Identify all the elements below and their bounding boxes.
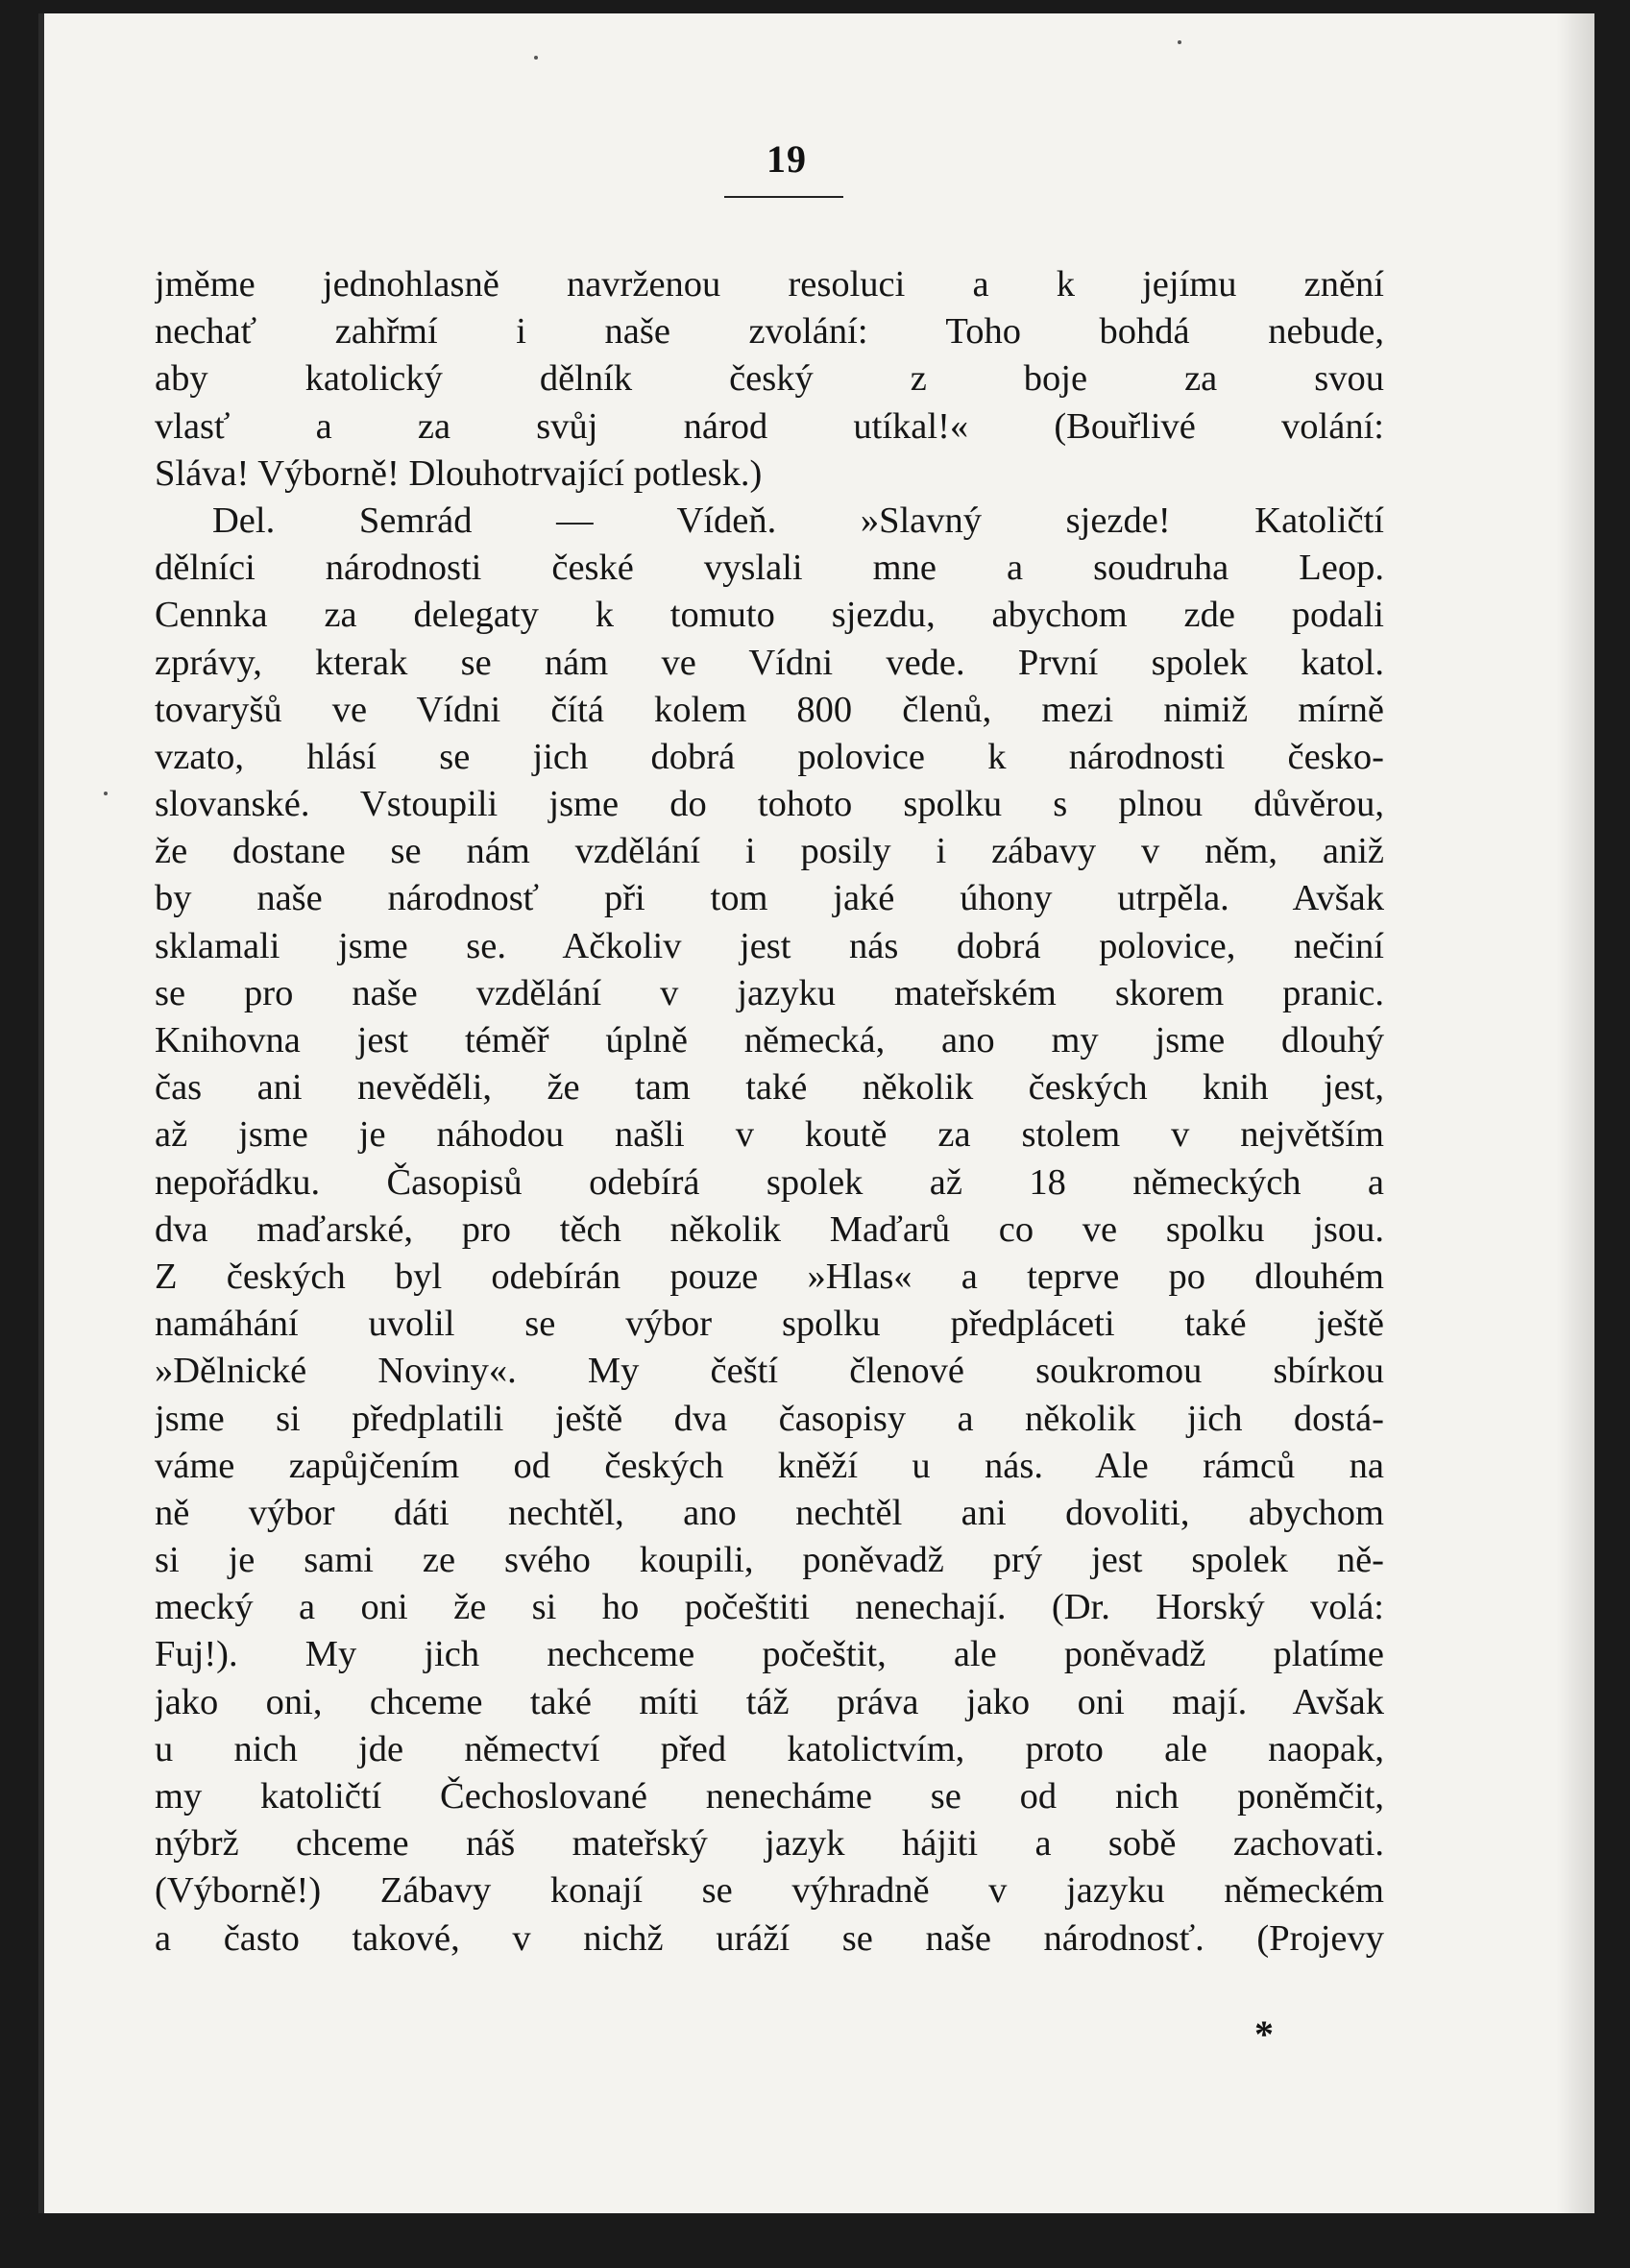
text-line: aby katolický dělník český z boje za svou xyxy=(155,358,1384,400)
text-line: vzato, hlásí se jich dobrá polovice k národnosti česko- xyxy=(155,736,1384,777)
text-line: tovaryšů ve Vídni čítá kolem 800 členů, mezi nimiž mírně xyxy=(155,689,1384,730)
text-line: dělníci národnosti české vyslali mne a soudruha Leop. xyxy=(155,548,1384,589)
text-line: »Dělnické Noviny«. My čeští členové soukromou sbírkou xyxy=(155,1351,1384,1392)
text-line: (Výborně!) Zábavy konají se výhradně v jazyku německém xyxy=(155,1870,1384,1912)
text-line: čas ani nevěděli, že tam také několik českých knih jest, xyxy=(155,1067,1384,1109)
footer-asterisk: * xyxy=(1254,2012,1274,2056)
text-line: nepořádku. Časopisů odebírá spolek až 18 německých a xyxy=(155,1161,1384,1203)
text-line: sklamali jsme se. Ačkoliv jest nás dobrá polovice, nečiní xyxy=(155,925,1384,966)
text-line: že dostane se nám vzdělání i posily i zábavy v něm, aniž xyxy=(155,831,1384,872)
page-edge-shadow xyxy=(1556,13,1594,2213)
text-line: dva maďarské, pro těch několik Maďarů co ve spolku jsou. xyxy=(155,1208,1384,1250)
text-line: jměme jednohlasně navrženou resoluci a k jejímu znění xyxy=(155,264,1384,305)
text-line: jako oni, chceme také míti táž práva jako oni mají. Avšak xyxy=(155,1681,1384,1722)
text-line: mecký a oni že si ho počeštiti nenechají. (Dr. Horský volá: xyxy=(155,1587,1384,1628)
text-line: se pro naše vzdělání v jazyku mateřském skorem pranic. xyxy=(155,972,1384,1013)
text-line: a často takové, v nichž uráží se naše národnosť. (Projevy xyxy=(155,1917,1384,1959)
text-line: namáhání uvolil se výbor spolku předpláceti také ještě xyxy=(155,1304,1384,1345)
text-line: ně výbor dáti nechtěl, ano nechtěl ani dovoliti, abychom xyxy=(155,1492,1384,1533)
text-line: Z českých byl odebírán pouze »Hlas« a teprve po dlouhém xyxy=(155,1256,1384,1297)
body-text xyxy=(155,261,1384,1963)
text-line: zprávy, kterak se nám ve Vídni vede. První spolek katol. xyxy=(155,642,1384,683)
text-line: by naše národnosť při tom jaké úhony utrpěla. Avšak xyxy=(155,878,1384,919)
text-line: Cennka za delegaty k tomuto sjezdu, abychom zde podali xyxy=(155,595,1384,636)
paper-speck xyxy=(104,792,108,795)
book-page xyxy=(38,13,1594,2213)
page-number: 19 xyxy=(766,137,807,181)
text-line: my katoličtí Čechoslované nenecháme se od nich poněmčit, xyxy=(155,1776,1384,1817)
text-line: nechať zahřmí i naše zvolání: Toho bohdá nebude, xyxy=(155,311,1384,353)
text-line: jsme si předplatili ještě dva časopisy a několik jich dostá- xyxy=(155,1398,1384,1439)
text-line: si je sami ze svého koupili, poněvadž prý jest spolek ně- xyxy=(155,1540,1384,1581)
text-line: Knihovna jest téměř úplně německá, ano my jsme dlouhý xyxy=(155,1020,1384,1061)
text-line: Fuj!). My jich nechceme počeštit, ale poněvadž platíme xyxy=(155,1634,1384,1675)
text-line: až jsme je náhodou našli v koutě za stolem v největším xyxy=(155,1114,1384,1156)
text-line: Del. Semrád — Vídeň. »Slavný sjezde! Katoličtí xyxy=(212,500,1384,541)
text-line: vlasť a za svůj národ utíkal!« (Bouřlivé volání: xyxy=(155,405,1384,447)
paper-speck xyxy=(534,56,538,60)
text-line: Sláva! Výborně! Dlouhotrvající potlesk.) xyxy=(155,452,763,494)
text-line: nýbrž chceme náš mateřský jazyk hájiti a sobě zachovati. xyxy=(155,1823,1384,1865)
text-line: slovanské. Vstoupili jsme do tohoto spolku s plnou důvěrou, xyxy=(155,784,1384,825)
paper-speck xyxy=(1178,40,1181,44)
page-number-rule xyxy=(724,196,843,198)
text-line: váme zapůjčením od českých kněží u nás. Ale rámců na xyxy=(155,1445,1384,1486)
text-line: u nich jde němectví před katolictvím, proto ale naopak, xyxy=(155,1728,1384,1769)
